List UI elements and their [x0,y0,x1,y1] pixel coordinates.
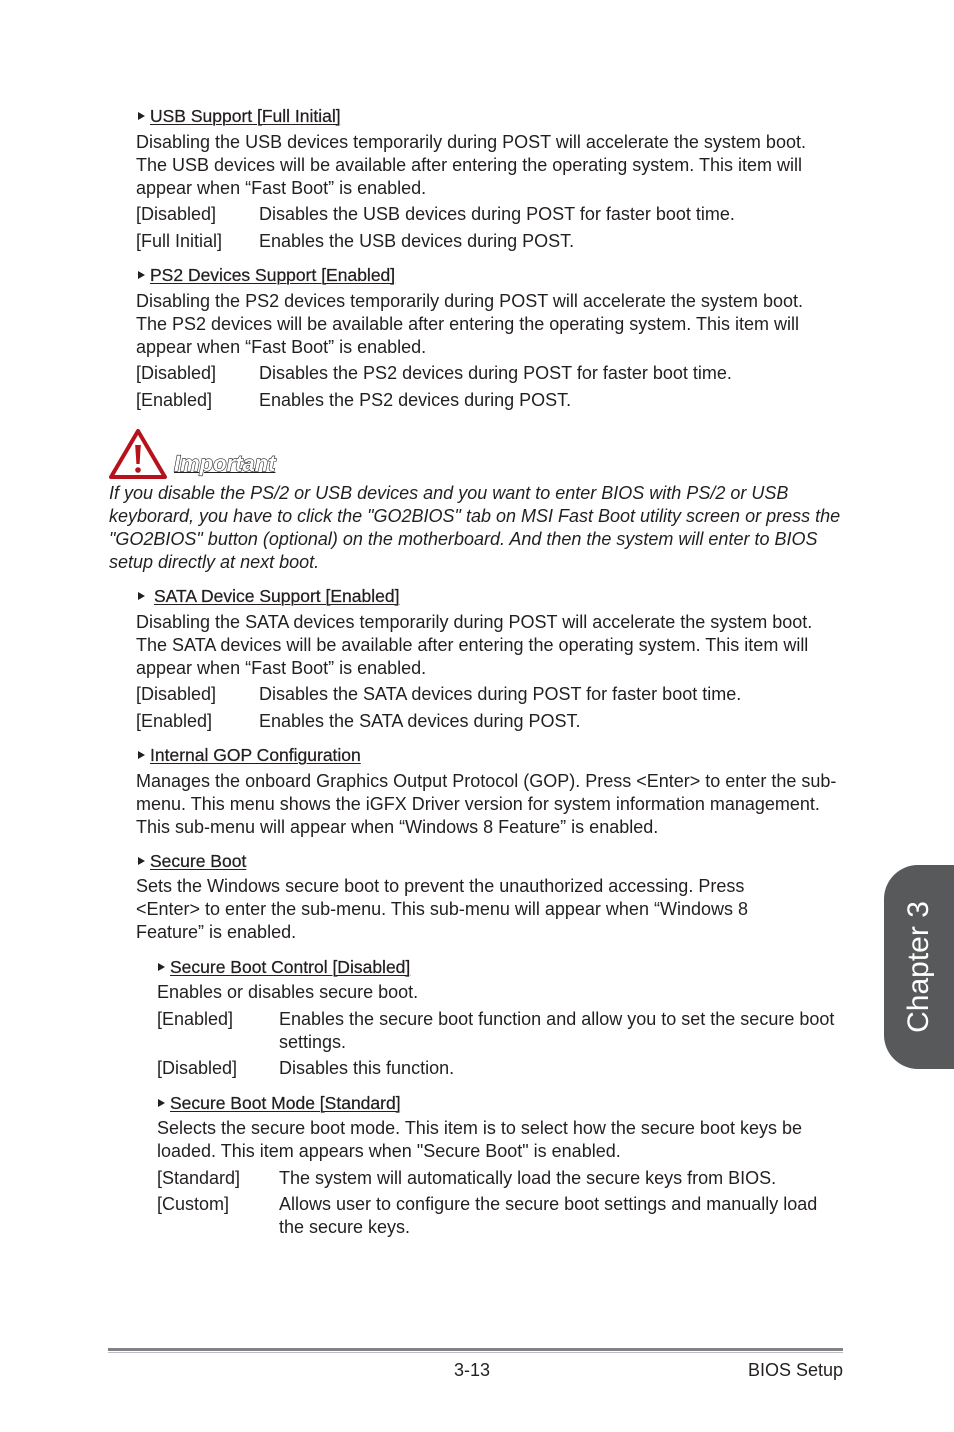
option-desc: Enables the secure boot function and allow you to set the secure boot settings. [279,1009,835,1052]
footer-divider [108,1348,843,1351]
arrow-right-icon [138,751,145,759]
sata-support-description: Disabling the SATA devices temporarily during POST will accelerate the system boot. The SATA devices will be available after entering the operating system. This item will appear when “Fast Boot” is enabled. [136,612,813,678]
option-key: [Disabled] [136,684,217,704]
option-desc: The system will automatically load the secure keys from BIOS. [279,1168,777,1188]
warning-triangle-icon [108,428,168,480]
ps2-support-description: Disabling the PS2 devices temporarily during POST will accelerate the system boot. The PS2 devices will be available after entering the operating system. This item will appear when “Fast Boot” is enabled. [136,291,803,357]
heading-ps2-support: PS2 Devices Support [Enabled] [138,264,395,286]
option-desc: Disables the SATA devices during POST for faster boot time. [259,684,742,704]
heading-secure-boot-control: Secure Boot Control [Disabled] [158,956,410,978]
option-key: [Enabled] [157,1009,234,1029]
heading-secure-boot-mode: Secure Boot Mode [Standard] [158,1092,401,1114]
important-text: If you disable the PS/2 or USB devices and you want to enter BIOS with PS/2 or USB keyborard, you have to click the "GO2BIOS" tab on MSI Fast Boot utility screen or press the "GO2BIOS" button (optional) on the motherboard. And then the system will enter to BIOS setup directly at next boot. [109,483,841,572]
arrow-right-icon [138,112,145,120]
important-title: Important [174,451,276,476]
option-key: [Disabled] [136,204,217,224]
option-desc: Enables the SATA devices during POST. [259,711,581,731]
footer-section-name: BIOS Setup [747,1360,843,1380]
footer-divider-shadow [108,1352,843,1353]
option-key: [Disabled] [157,1058,238,1078]
option-key: [Standard] [157,1168,241,1188]
arrow-right-icon [138,271,145,279]
option-key: [Custom] [157,1194,230,1214]
option-desc: Allows user to configure the secure boot settings and manually load the secure keys. [279,1194,818,1237]
option-key: [Enabled] [136,390,213,410]
usb-support-description: Disabling the USB devices temporarily during POST will accelerate the system boot. The USB devices will be available after entering the operating system. This item will appear when “Fast Boot” is enabled. [136,132,806,198]
internal-gop-description: Manages the onboard Graphics Output Protocol (GOP). Press <Enter> to enter the sub-menu. This menu shows the iGFX Driver version for system information management. This sub-menu will appear when “Windows 8 Feature” is enabled. [136,771,837,837]
heading-secure-boot: Secure Boot [138,850,246,872]
page-number: 3-13 [454,1360,491,1380]
chapter-tab [884,865,954,1069]
option-desc: Disables this function. [279,1058,455,1078]
secure-boot-description: Sets the Windows secure boot to prevent the unauthorized accessing. Press <Enter> to enter the sub-menu. This sub-menu will appear when “Windows 8 Feature” is enabled. [136,876,748,942]
arrow-right-icon [138,857,145,865]
secure-boot-control-description: Enables or disables secure boot. [157,982,419,1002]
heading-sata-support: SATA Device Support [Enabled] [138,585,399,607]
arrow-right-icon [158,963,165,971]
option-desc: Disables the USB devices during POST for faster boot time. [259,204,735,224]
option-key: [Disabled] [136,363,217,383]
secure-boot-mode-description: Selects the secure boot mode. This item is to select how the secure boot keys be loaded. This item appears when "Secure Boot" is enabled. [157,1118,803,1161]
option-desc: Enables the PS2 devices during POST. [259,390,572,410]
arrow-right-icon [138,592,145,600]
heading-internal-gop: Internal GOP Configuration [138,744,361,766]
chapter-label: Chapter 3 [902,901,935,1033]
option-key: [Enabled] [136,711,213,731]
option-desc: Enables the USB devices during POST. [259,231,575,251]
arrow-right-icon [158,1099,165,1107]
option-desc: Disables the PS2 devices during POST for faster boot time. [259,363,732,383]
heading-usb-support: USB Support [Full Initial] [138,105,341,127]
option-key: [Full Initial] [136,231,223,251]
